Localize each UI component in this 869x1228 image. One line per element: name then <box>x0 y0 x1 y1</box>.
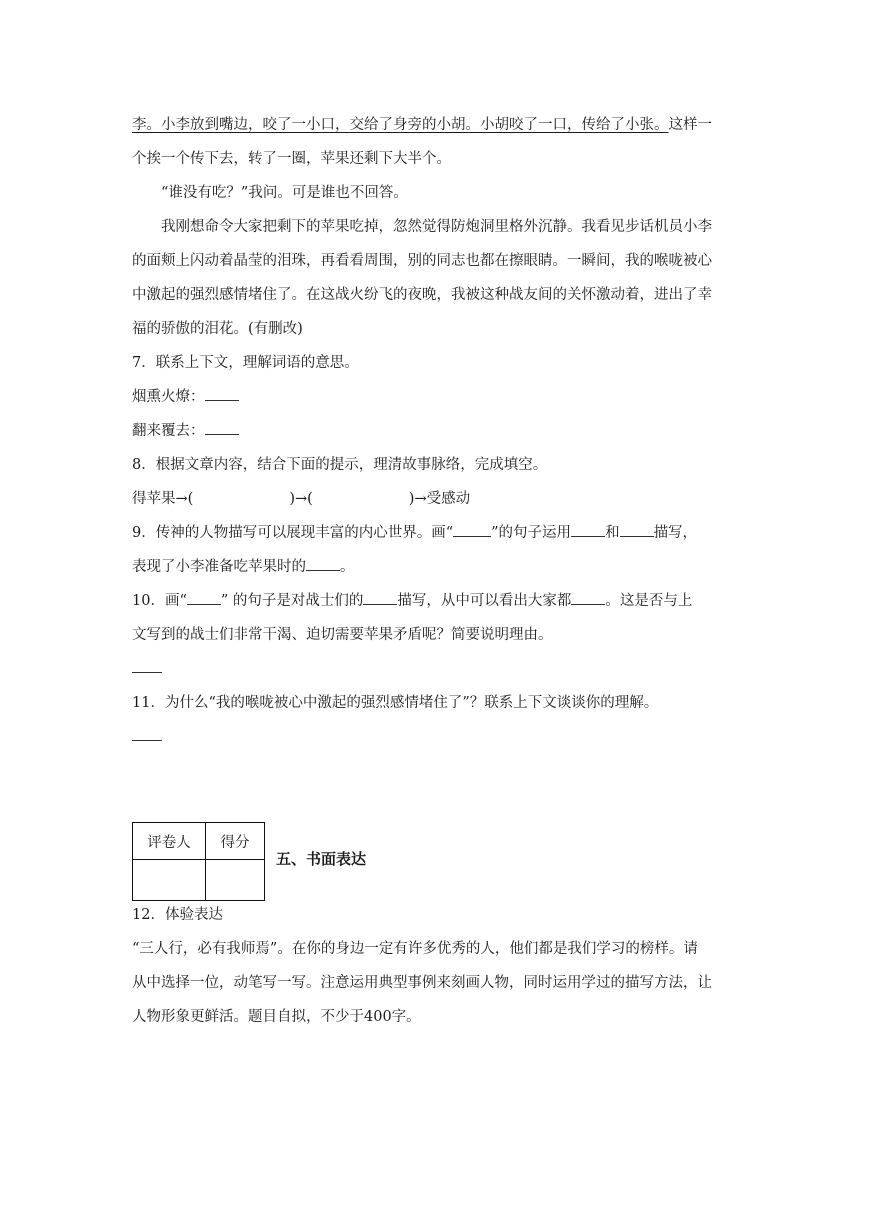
question-10-line-2: 文写到的战士们非常干渴、迫切需要苹果矛盾呢？简要说明理由。 <box>132 627 553 643</box>
passage-paragraph-2: “谁没有吃？”我问。可是谁也不回答。 <box>161 185 408 201</box>
answer-blank[interactable] <box>453 522 491 537</box>
question-12-line-2: 从中选择一位，动笔写一写。注意运用典型事例来刻画人物，同时运用学过的描写方法，让 <box>132 975 712 991</box>
answer-blank[interactable] <box>571 590 605 605</box>
answer-blank[interactable] <box>571 522 605 537</box>
answer-line[interactable] <box>132 671 162 673</box>
question-12-line-3: 人物形象更鲜活。题目自拟，不少于400字。 <box>132 1009 421 1025</box>
passage-paragraph-3-line-4: 福的骄傲的泪花。(有删改) <box>132 321 303 337</box>
question-11-answer <box>132 720 738 754</box>
passage-paragraph-3-line-3: 中激起的强烈感情堵住了。在这战火纷飞的夜晚，我被这种战友间的关怀激动着，进出了幸 <box>132 287 712 303</box>
reviewer-header: 评卷人 <box>133 823 206 860</box>
answer-blank[interactable] <box>205 420 239 435</box>
question-9-line-1: 9．传神的人物描写可以展现丰富的内心世界。画“ ”的句子运用 和 描写， <box>132 516 738 550</box>
question-8: 8．根据文章内容，结合下面的提示，理清故事脉络，完成填空。 <box>132 457 548 473</box>
passage-paragraph-3-line-2: 的面颊上闪动着晶莹的泪珠，再看看周围，别的同志也都在擦眼睛。一瞬间，我的喉咙被心 <box>132 253 712 269</box>
underlined-sentence: 李。小李放到嘴边，咬了一小口，交给了身旁的小胡。小胡咬了一口，传给了小张。 <box>132 117 669 133</box>
writing-section <box>132 898 738 1034</box>
answer-blank[interactable] <box>363 590 397 605</box>
passage-line-2: 个挨一个传下去，转了一圈，苹果还剩下大半个。 <box>132 151 451 167</box>
passage-and-questions <box>132 108 738 754</box>
section-title: 五、书面表达 <box>276 850 367 868</box>
question-7: 7．联系上下文，理解词语的意思。 <box>132 355 359 371</box>
answer-blank[interactable] <box>187 590 221 605</box>
question-9-line-2: 表现了小李准备吃苹果时的 。 <box>132 550 738 584</box>
answer-blank[interactable] <box>205 386 239 401</box>
question-10-answer <box>132 652 738 686</box>
question-8-flow: 得苹果→( )→( )→受感动 <box>132 491 471 507</box>
question-12: 12．体验表达 <box>132 907 223 923</box>
question-7-a: 烟熏火燎： <box>132 380 738 414</box>
answer-line[interactable] <box>132 739 162 741</box>
question-10-line-1: 10．画“ ” 的句子是对战士们的 描写，从中可以看出大家都 。这是否与上 <box>132 584 738 618</box>
passage-paragraph-3-line-1: 我刚想命令大家把剩下的苹果吃掉，忽然觉得防炮洞里格外沉静。我看见步话机员小李 <box>161 219 712 235</box>
score-cell[interactable] <box>206 860 265 901</box>
answer-blank[interactable] <box>620 522 654 537</box>
answer-blank[interactable] <box>306 556 340 571</box>
score-header: 得分 <box>206 823 265 860</box>
score-table <box>132 822 265 901</box>
question-11: 11．为什么“我的喉咙被心中激起的强烈感情堵住了”？联系上下文谈谈你的理解。 <box>132 695 659 711</box>
passage-line-1: 李。小李放到嘴边，咬了一小口，交给了身旁的小胡。小胡咬了一口，传给了小张。这样一 <box>132 117 712 133</box>
question-7-b: 翻来覆去： <box>132 414 738 448</box>
reviewer-cell[interactable] <box>133 860 206 901</box>
question-12-line-1: “三人行，必有我师焉”。在你的身边一定有许多优秀的人，他们都是我们学习的榜样。请 <box>132 941 698 957</box>
